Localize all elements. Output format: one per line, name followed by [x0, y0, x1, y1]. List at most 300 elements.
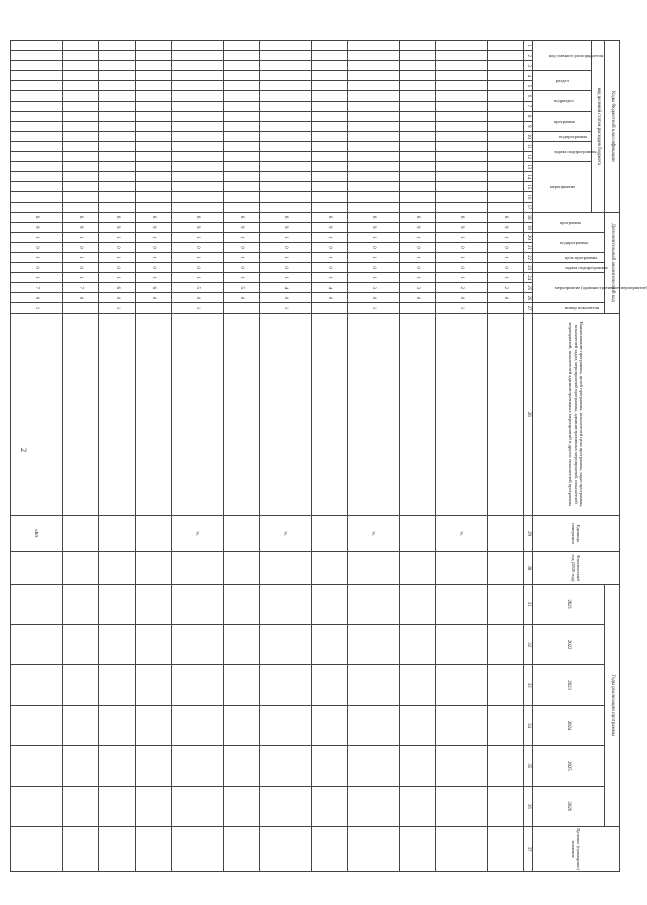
- code-cell: 6: [62, 212, 98, 222]
- code-cell: [11, 101, 63, 111]
- code-cell: [99, 41, 135, 51]
- code-cell: [259, 192, 311, 202]
- code-cell: 1: [311, 232, 347, 242]
- column-number: 10: [524, 131, 533, 141]
- code-cell: 6: [259, 212, 311, 222]
- code-cell: [62, 101, 98, 111]
- table-body: [11, 41, 524, 872]
- code-header-task: задача подпрограммы: [533, 263, 605, 273]
- code-cell: [99, 81, 135, 91]
- code-cell: [135, 81, 171, 91]
- code-cell: [399, 121, 435, 131]
- code-cell: [487, 202, 523, 212]
- row-name-cell: [99, 313, 135, 515]
- year-value-cell: [62, 665, 98, 705]
- year-value-cell: [487, 624, 523, 664]
- column-number: 34: [524, 705, 533, 745]
- code-cell: [347, 202, 399, 212]
- code-cell: [62, 51, 98, 61]
- code-cell: 0: [223, 263, 259, 273]
- table-row: [11, 41, 63, 872]
- code-cell: [259, 111, 311, 121]
- code-cell: 1: [62, 273, 98, 283]
- code-cell: 9: [99, 222, 135, 232]
- fact-value-cell: [399, 552, 435, 584]
- code-cell: 2: [435, 283, 487, 293]
- code-cell: [347, 41, 399, 51]
- code-cell: [223, 182, 259, 192]
- code-cell: 1: [435, 303, 487, 313]
- table-row: [223, 41, 259, 872]
- page-number: 2: [19, 448, 28, 452]
- code-cell: 0: [259, 263, 311, 273]
- column-number: 18: [524, 212, 533, 222]
- table-header: [524, 41, 647, 872]
- code-cell: [487, 111, 523, 121]
- code-cell: 6: [435, 212, 487, 222]
- code-cell: 9: [62, 222, 98, 232]
- code-cell: 1: [259, 232, 311, 242]
- year-value-cell: [11, 584, 63, 624]
- code-cell: [311, 131, 347, 141]
- unit-cell: [223, 515, 259, 551]
- code-cell: [135, 141, 171, 151]
- row-name-cell: [62, 313, 98, 515]
- code-cell: [435, 192, 487, 202]
- column-number: 17: [524, 202, 533, 212]
- code-cell: [487, 101, 523, 111]
- code-cell: 5: [223, 283, 259, 293]
- code-cell: 1: [171, 252, 223, 262]
- code-cell: [259, 152, 311, 162]
- code-cell: [223, 51, 259, 61]
- code-cell: [487, 61, 523, 71]
- years-group-header: Годы реализации программы: [605, 584, 620, 827]
- year-value-cell: [311, 665, 347, 705]
- code-header-program-budget: программа: [533, 111, 592, 131]
- code-cell: [311, 81, 347, 91]
- code-cell: [347, 101, 399, 111]
- code-cell: 1: [223, 273, 259, 283]
- year-value-cell: [99, 584, 135, 624]
- budget-codes-header: Коды бюджетной классификации: [605, 41, 620, 213]
- code-cell: [223, 131, 259, 141]
- year-value-cell: [135, 746, 171, 786]
- year-value-cell: [311, 746, 347, 786]
- column-number: 8: [524, 111, 533, 121]
- code-cell: [99, 91, 135, 101]
- code-cell: [99, 51, 135, 61]
- code-cell: [399, 71, 435, 81]
- target-value-cell: [487, 827, 523, 872]
- code-cell: 9: [347, 222, 399, 232]
- code-cell: [135, 101, 171, 111]
- table-row: [171, 41, 223, 872]
- year-value-cell: [347, 624, 399, 664]
- code-cell: 0: [99, 293, 135, 303]
- code-cell: [399, 202, 435, 212]
- code-cell: [399, 131, 435, 141]
- year-value-cell: [171, 624, 223, 664]
- code-cell: [487, 141, 523, 151]
- code-header-indicator: номер показателя: [533, 303, 605, 313]
- code-cell: 1: [347, 232, 399, 242]
- year-value-cell: [435, 705, 487, 745]
- code-cell: [311, 51, 347, 61]
- code-cell: [171, 61, 223, 71]
- unit-cell: кВА: [11, 515, 63, 551]
- row-name-cell: [311, 313, 347, 515]
- year-value-cell: [435, 786, 487, 826]
- year-value-cell: [11, 665, 63, 705]
- code-cell: 0: [347, 242, 399, 252]
- fact-value-cell: [99, 552, 135, 584]
- code-cell: [171, 91, 223, 101]
- code-cell: 1: [135, 232, 171, 242]
- code-cell: [62, 202, 98, 212]
- column-number-row: [524, 41, 533, 872]
- row-name-cell: [135, 313, 171, 515]
- year-value-cell: [259, 624, 311, 664]
- code-cell: [171, 71, 223, 81]
- code-cell: [11, 192, 63, 202]
- code-cell: 0: [171, 293, 223, 303]
- code-cell: [99, 131, 135, 141]
- code-cell: [259, 51, 311, 61]
- code-cell: 7: [62, 283, 98, 293]
- code-cell: [311, 101, 347, 111]
- code-cell: [399, 182, 435, 192]
- target-value-cell: [99, 827, 135, 872]
- year-value-cell: [347, 584, 399, 624]
- code-cell: 6: [171, 212, 223, 222]
- year-value-cell: [135, 665, 171, 705]
- code-cell: [399, 101, 435, 111]
- fact-value-cell: [487, 552, 523, 584]
- row-name-cell: [399, 313, 435, 515]
- column-number: 22: [524, 252, 533, 262]
- code-cell: [99, 121, 135, 131]
- code-cell: 9: [223, 222, 259, 232]
- unit-cell: [135, 515, 171, 551]
- code-cell: 1: [399, 273, 435, 283]
- row-name-cell: [171, 313, 223, 515]
- code-cell: [435, 141, 487, 151]
- year-value-cell: [11, 746, 63, 786]
- year-value-cell: [135, 624, 171, 664]
- year-value-cell: [171, 584, 223, 624]
- target-value-cell: [399, 827, 435, 872]
- additional-codes-header: Дополнительный аналитический код: [605, 212, 620, 313]
- code-cell: 0: [487, 293, 523, 303]
- year-value-cell: [435, 584, 487, 624]
- code-cell: 6: [399, 212, 435, 222]
- code-cell: [435, 51, 487, 61]
- column-number: 27: [524, 303, 533, 313]
- code-cell: [311, 162, 347, 172]
- code-cell: 0: [435, 263, 487, 273]
- year-value-cell: [11, 786, 63, 826]
- code-cell: 9: [311, 222, 347, 232]
- code-cell: 6: [223, 212, 259, 222]
- code-cell: [171, 111, 223, 121]
- code-cell: [11, 131, 63, 141]
- column-number: 30: [524, 552, 533, 584]
- code-cell: [259, 71, 311, 81]
- code-cell: [435, 182, 487, 192]
- table-row: [135, 41, 171, 872]
- code-cell: [11, 121, 63, 131]
- code-cell: 1: [135, 252, 171, 262]
- code-cell: [347, 51, 399, 61]
- code-cell: 1: [11, 232, 63, 242]
- code-cell: 0: [347, 263, 399, 273]
- unit-cell: %: [435, 515, 487, 551]
- column-number: 7: [524, 101, 533, 111]
- code-cell: [435, 131, 487, 141]
- code-cell: 0: [99, 263, 135, 273]
- code-cell: 9: [487, 222, 523, 232]
- year-header: 2021: [533, 584, 605, 624]
- code-cell: [62, 303, 98, 313]
- code-cell: [62, 152, 98, 162]
- code-cell: 1: [435, 252, 487, 262]
- code-header-measure: мероприятие (административное мероприятие): [533, 273, 605, 303]
- code-cell: [487, 172, 523, 182]
- year-value-cell: [99, 665, 135, 705]
- code-cell: [347, 162, 399, 172]
- target-article-code-subheader: код целевой статьи расходов бюджета: [592, 41, 605, 213]
- row-name-cell: [11, 313, 63, 515]
- code-cell: [11, 141, 63, 151]
- code-cell: [62, 81, 98, 91]
- code-cell: [171, 51, 223, 61]
- code-cell: [399, 192, 435, 202]
- code-cell: [487, 152, 523, 162]
- code-cell: [487, 131, 523, 141]
- code-cell: [11, 81, 63, 91]
- table-row: [347, 41, 399, 872]
- code-cell: [171, 162, 223, 172]
- code-cell: [99, 111, 135, 121]
- code-cell: [135, 71, 171, 81]
- column-number: 36: [524, 786, 533, 826]
- code-cell: [135, 202, 171, 212]
- year-header: 2022: [533, 624, 605, 664]
- code-cell: [135, 131, 171, 141]
- year-value-cell: [171, 786, 223, 826]
- year-value-cell: [223, 584, 259, 624]
- year-value-cell: [399, 624, 435, 664]
- code-cell: [435, 81, 487, 91]
- code-cell: [399, 172, 435, 182]
- code-cell: [435, 152, 487, 162]
- target-value-cell: [62, 827, 98, 872]
- year-value-cell: [311, 786, 347, 826]
- code-cell: [311, 111, 347, 121]
- code-cell: [135, 192, 171, 202]
- code-cell: [259, 172, 311, 182]
- code-cell: [62, 71, 98, 81]
- code-cell: [171, 101, 223, 111]
- code-cell: 0: [347, 293, 399, 303]
- code-cell: 0: [311, 242, 347, 252]
- year-value-cell: [135, 705, 171, 745]
- code-cell: [223, 61, 259, 71]
- code-cell: 0: [435, 293, 487, 303]
- fact-value-cell: [62, 552, 98, 584]
- code-cell: [99, 192, 135, 202]
- code-cell: [171, 41, 223, 51]
- code-cell: 1: [311, 273, 347, 283]
- table-row: [399, 41, 435, 872]
- year-value-cell: [399, 665, 435, 705]
- code-cell: [259, 91, 311, 101]
- code-cell: [223, 303, 259, 313]
- code-cell: [11, 61, 63, 71]
- code-cell: [171, 81, 223, 91]
- unit-cell: [487, 515, 523, 551]
- code-cell: 0: [135, 242, 171, 252]
- code-header-measure-budget: мероприятие: [533, 162, 592, 212]
- code-cell: [487, 182, 523, 192]
- code-cell: [11, 91, 63, 101]
- code-cell: 0: [399, 293, 435, 303]
- code-cell: [171, 121, 223, 131]
- code-cell: [11, 182, 63, 192]
- column-number: 6: [524, 91, 533, 101]
- column-number: 15: [524, 182, 533, 192]
- code-cell: [399, 152, 435, 162]
- fact-year-column-header: Фактический год (2020 год): [533, 552, 620, 584]
- rotated-page: [10, 40, 647, 872]
- code-cell: 1: [487, 232, 523, 242]
- code-cell: 0: [11, 242, 63, 252]
- code-header-subprogram-task: задача подпрограммы: [533, 141, 592, 161]
- code-cell: [99, 172, 135, 182]
- unit-cell: [311, 515, 347, 551]
- year-value-cell: [99, 624, 135, 664]
- code-cell: 1: [99, 232, 135, 242]
- code-header-admin: код главного распорядителя: [533, 41, 592, 71]
- column-number: 20: [524, 232, 533, 242]
- year-value-cell: [311, 624, 347, 664]
- fact-value-cell: [223, 552, 259, 584]
- code-cell: [259, 61, 311, 71]
- code-cell: [311, 41, 347, 51]
- code-cell: [435, 111, 487, 121]
- year-value-cell: [11, 624, 63, 664]
- code-cell: [62, 121, 98, 131]
- code-cell: 1: [259, 252, 311, 262]
- code-cell: [259, 141, 311, 151]
- code-cell: [223, 152, 259, 162]
- year-value-cell: [62, 786, 98, 826]
- code-cell: 1: [347, 303, 399, 313]
- code-cell: 1: [171, 232, 223, 242]
- year-value-cell: [399, 584, 435, 624]
- code-cell: [62, 41, 98, 51]
- code-cell: 0: [311, 293, 347, 303]
- year-value-cell: [99, 705, 135, 745]
- code-cell: [347, 182, 399, 192]
- code-cell: [62, 141, 98, 151]
- year-value-cell: [171, 665, 223, 705]
- year-header: 2026: [533, 786, 605, 826]
- code-cell: [62, 61, 98, 71]
- code-cell: 3: [347, 283, 399, 293]
- code-cell: [311, 61, 347, 71]
- code-cell: [62, 192, 98, 202]
- code-cell: 2: [487, 283, 523, 293]
- year-value-cell: [171, 705, 223, 745]
- code-cell: [259, 131, 311, 141]
- code-cell: [347, 131, 399, 141]
- unit-cell: [99, 515, 135, 551]
- column-number: 32: [524, 624, 533, 664]
- unit-cell: %: [171, 515, 223, 551]
- code-cell: [435, 162, 487, 172]
- code-cell: 1: [99, 252, 135, 262]
- code-cell: 1: [399, 232, 435, 242]
- table-row: [259, 41, 311, 872]
- code-cell: 3: [399, 283, 435, 293]
- year-value-cell: [435, 746, 487, 786]
- code-cell: [435, 61, 487, 71]
- year-value-cell: [487, 705, 523, 745]
- row-name-cell: [223, 313, 259, 515]
- code-cell: [487, 162, 523, 172]
- code-cell: 9: [135, 222, 171, 232]
- year-value-cell: [223, 786, 259, 826]
- code-cell: [435, 71, 487, 81]
- year-value-cell: [223, 624, 259, 664]
- code-cell: [99, 61, 135, 71]
- code-cell: 6: [487, 212, 523, 222]
- year-value-cell: [347, 665, 399, 705]
- code-cell: [487, 303, 523, 313]
- year-value-cell: [99, 786, 135, 826]
- code-cell: [311, 71, 347, 81]
- code-cell: [99, 71, 135, 81]
- column-number: 21: [524, 242, 533, 252]
- code-cell: 6: [135, 212, 171, 222]
- code-cell: [11, 152, 63, 162]
- code-cell: [487, 41, 523, 51]
- code-cell: 0: [487, 263, 523, 273]
- code-cell: 9: [435, 222, 487, 232]
- code-cell: 1: [171, 303, 223, 313]
- code-cell: 1: [311, 252, 347, 262]
- code-cell: [435, 101, 487, 111]
- code-cell: [347, 81, 399, 91]
- column-number: 25: [524, 283, 533, 293]
- code-cell: [135, 121, 171, 131]
- year-value-cell: [487, 746, 523, 786]
- code-cell: [223, 41, 259, 51]
- code-cell: [399, 91, 435, 101]
- code-cell: 1: [347, 252, 399, 262]
- code-cell: [347, 141, 399, 151]
- code-cell: 1: [62, 232, 98, 242]
- code-cell: 0: [223, 242, 259, 252]
- code-cell: 1: [11, 303, 63, 313]
- code-cell: 0: [259, 293, 311, 303]
- code-cell: [487, 81, 523, 91]
- target-value-cell: [11, 827, 63, 872]
- year-value-cell: [487, 786, 523, 826]
- code-header-subsection: подраздел: [533, 91, 592, 111]
